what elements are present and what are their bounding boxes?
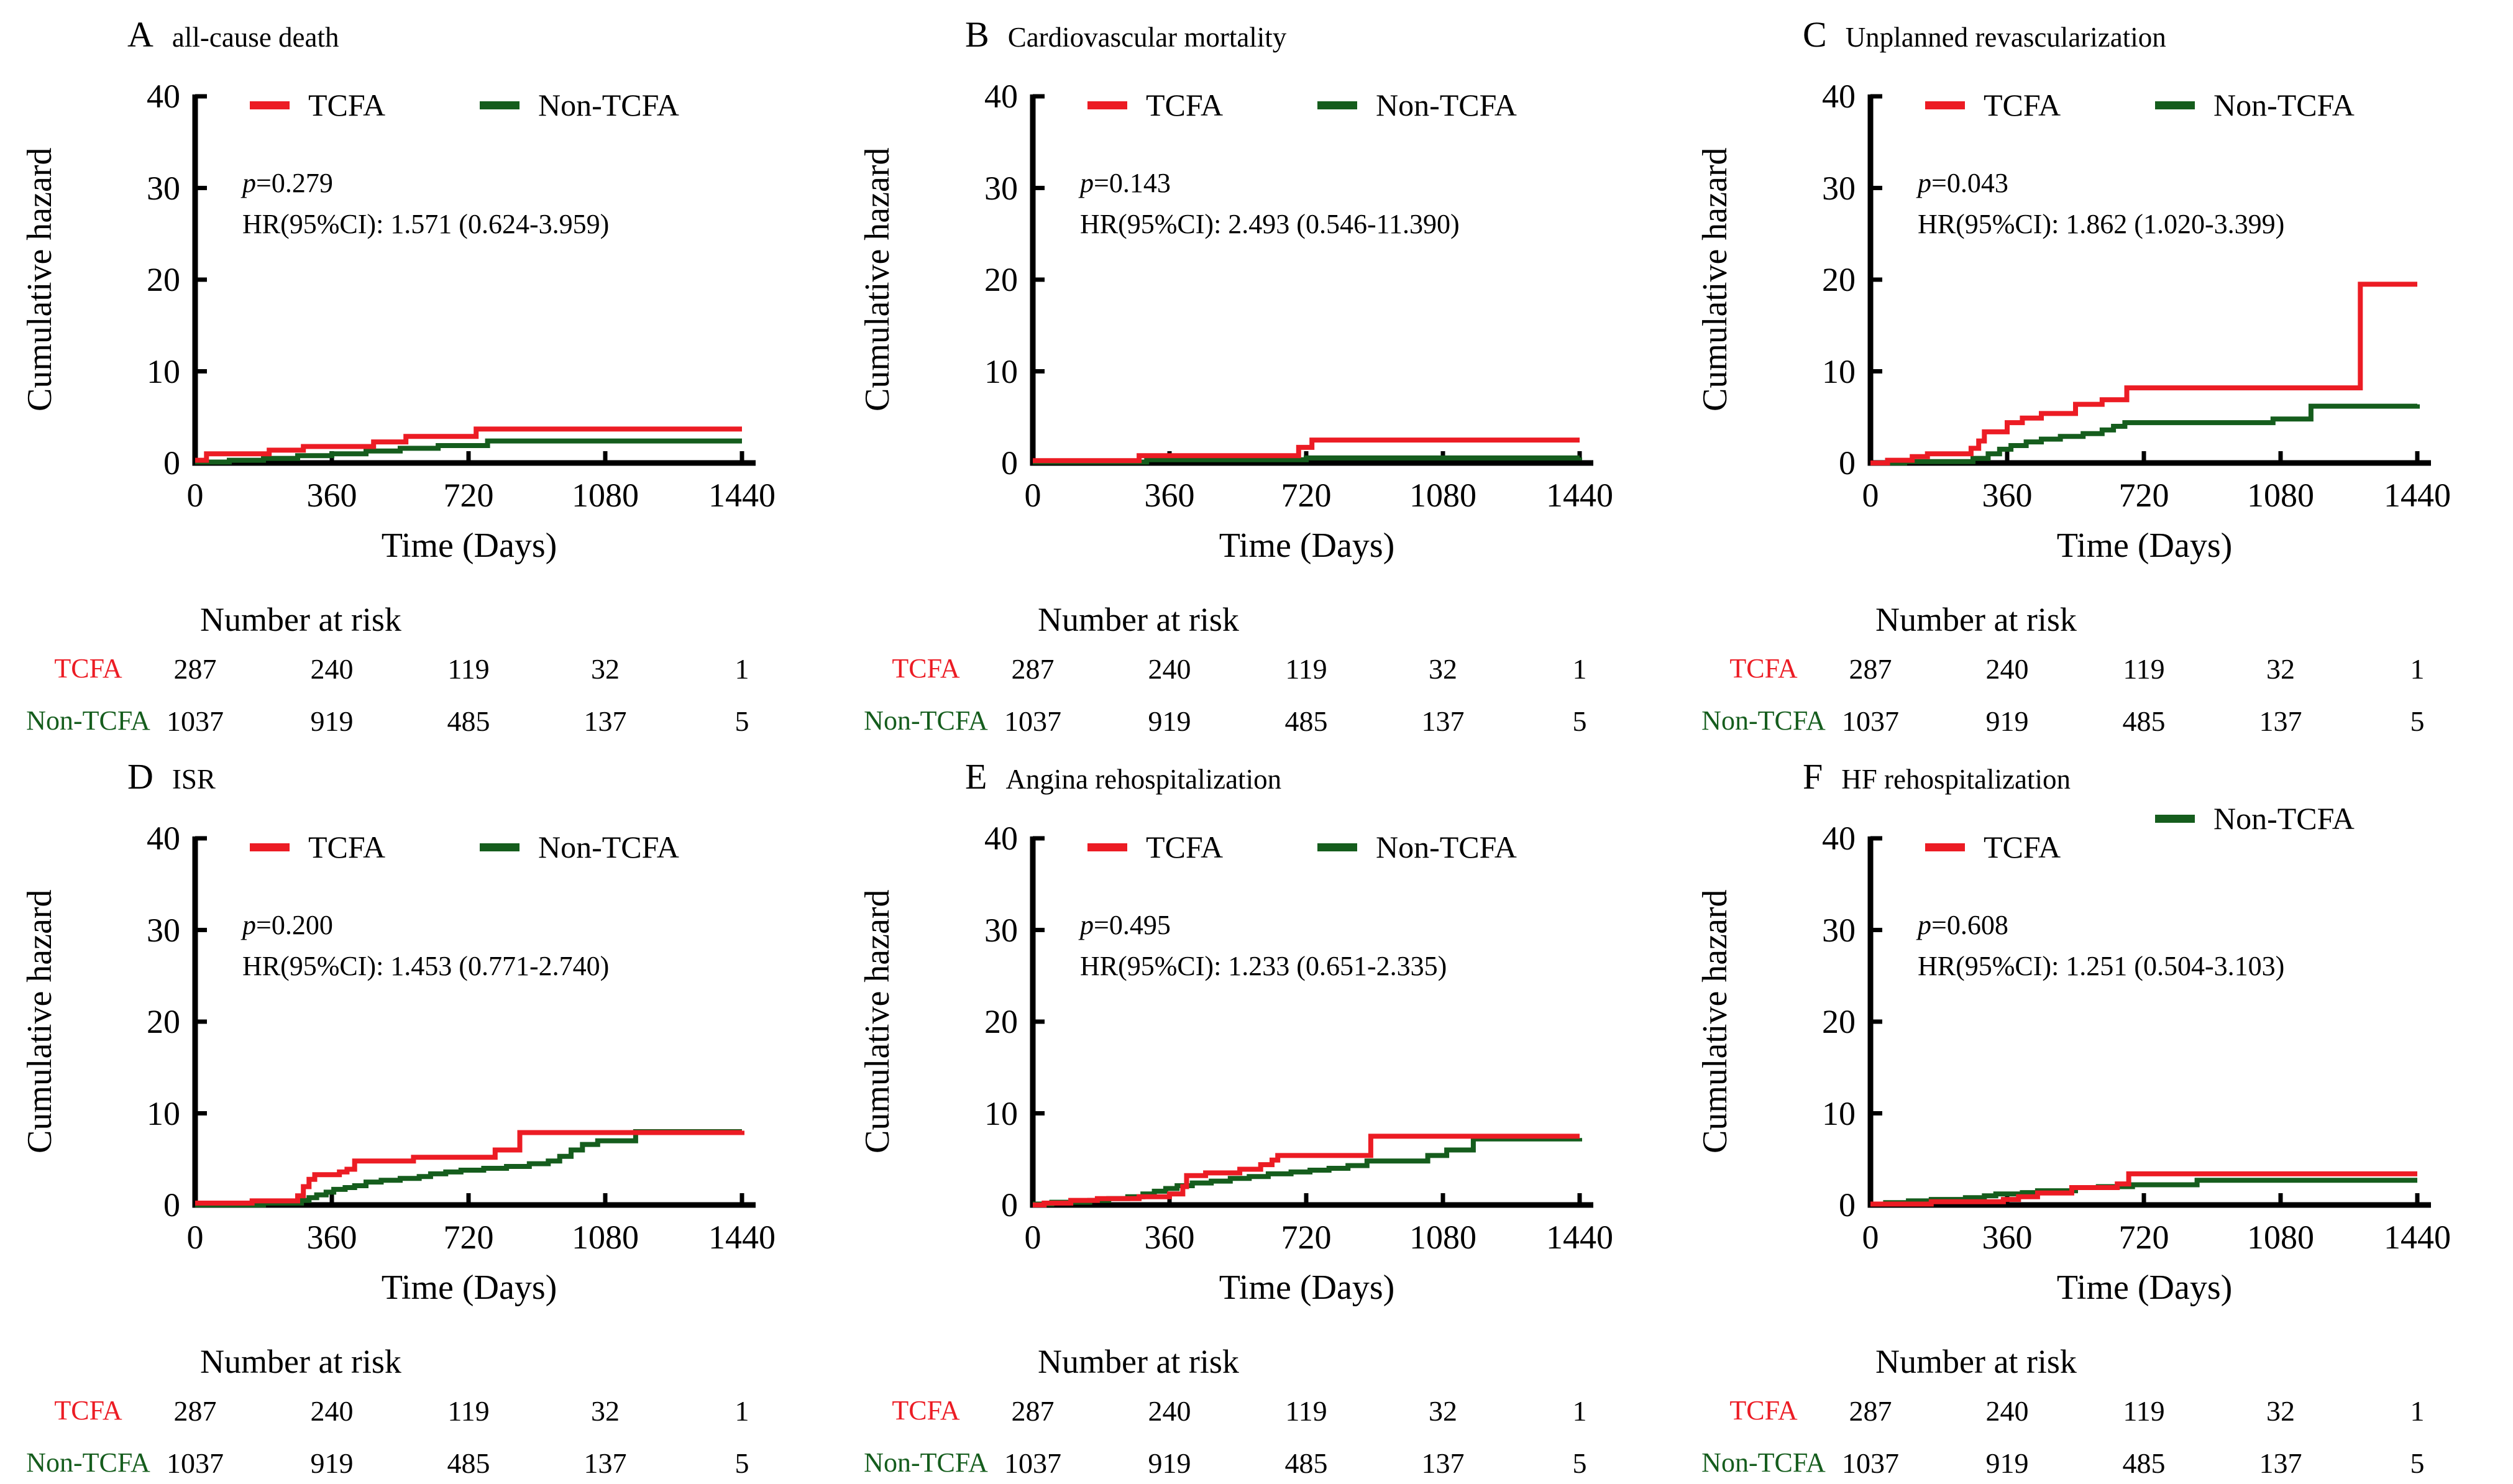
y-tick-label: 10	[1822, 352, 1856, 390]
tcfa-line-swatch-icon	[250, 101, 290, 109]
risk-table-heading: Number at risk	[1875, 1343, 2077, 1380]
p-value-text: =0.043	[1931, 168, 2008, 198]
legend-label-non-tcfa: Non-TCFA	[2213, 801, 2355, 836]
risk-row-label: Non-TCFA	[26, 705, 150, 736]
y-axis-label: Cumulative hazard	[858, 889, 897, 1154]
x-tick-label: 360	[1982, 1219, 2033, 1256]
y-tick-label: 10	[147, 1094, 180, 1132]
risk-row-tcfa	[0, 653, 838, 689]
y-tick-label: 40	[1822, 820, 1856, 857]
stats-annotation	[242, 163, 609, 245]
p-value-text: =0.279	[256, 168, 333, 198]
y-tick-label: 20	[147, 1003, 180, 1040]
legend-label-non-tcfa: Non-TCFA	[1376, 88, 1517, 122]
legend	[1030, 87, 1596, 124]
y-tick-label: 40	[984, 820, 1018, 857]
panel-heading	[1803, 756, 2071, 797]
stats-annotation	[1918, 163, 2284, 245]
hr-value: HR(95%CI): 1.453 (0.771-2.740)	[242, 951, 610, 981]
stats-annotation	[1080, 905, 1447, 987]
p-symbol: p	[1080, 168, 1094, 198]
risk-value: 1037	[1842, 705, 1899, 737]
curve-tcfa	[195, 1131, 742, 1204]
legend-item-tcfa	[1925, 829, 2061, 865]
y-tick-label: 20	[147, 261, 180, 298]
y-tick-label: 0	[1001, 444, 1018, 482]
y-tick-label: 0	[163, 1186, 180, 1224]
risk-row-non-tcfa	[0, 705, 838, 741]
legend-item-non-tcfa	[1317, 87, 1517, 123]
risk-row-label: TCFA	[1729, 653, 1798, 684]
hr-value: HR(95%CI): 1.571 (0.624-3.959)	[242, 209, 610, 239]
x-axis-label: Time (Days)	[2056, 1268, 2233, 1307]
risk-value: 919	[1985, 705, 2029, 737]
p-symbol: p	[242, 910, 256, 940]
risk-row-label: TCFA	[1729, 1395, 1798, 1426]
legend	[1030, 829, 1596, 866]
x-tick-label: 720	[2118, 1219, 2169, 1256]
risk-value: 119	[2123, 653, 2165, 685]
x-axis-label: Time (Days)	[381, 526, 557, 565]
risk-table-heading: Number at risk	[1038, 601, 1239, 638]
y-axis-label: Cumulative hazard	[1696, 889, 1734, 1154]
x-tick-label: 1080	[2247, 477, 2314, 514]
panel-e	[838, 742, 1675, 1484]
legend	[193, 87, 758, 124]
risk-value: 32	[591, 1395, 620, 1427]
risk-value: 240	[310, 653, 354, 685]
x-tick-label: 1440	[2384, 1219, 2451, 1256]
risk-value: 5	[1572, 1447, 1587, 1479]
non-tcfa-line-swatch-icon	[1317, 843, 1357, 851]
non-tcfa-line-swatch-icon	[2155, 101, 2195, 109]
panel-heading	[1803, 14, 2166, 55]
panel-heading	[965, 756, 1281, 797]
risk-row-label: Non-TCFA	[1701, 705, 1826, 736]
p-value	[1080, 163, 1460, 204]
risk-value: 1037	[1004, 1447, 1061, 1479]
risk-value: 119	[2123, 1395, 2165, 1427]
x-tick-label: 360	[306, 1219, 357, 1256]
risk-value: 137	[584, 705, 627, 737]
y-tick-label: 10	[147, 352, 180, 390]
x-axis-label: Time (Days)	[2056, 526, 2233, 565]
risk-row-non-tcfa	[0, 1447, 838, 1483]
y-tick-label: 10	[984, 1094, 1018, 1132]
p-value	[242, 905, 609, 946]
x-tick-label: 1080	[2247, 1219, 2314, 1256]
x-tick-label: 1080	[572, 477, 639, 514]
x-tick-label: 1440	[708, 1219, 776, 1256]
risk-value: 287	[1011, 1395, 1055, 1427]
risk-row-label: Non-TCFA	[26, 1447, 150, 1478]
panel-heading	[127, 756, 216, 797]
p-symbol: p	[1080, 910, 1094, 940]
x-tick-label: 720	[1281, 1219, 1332, 1256]
risk-value: 919	[310, 705, 354, 737]
y-tick-label: 30	[1822, 169, 1856, 207]
legend-label-tcfa: TCFA	[1984, 830, 2061, 864]
risk-value: 240	[1985, 1395, 2029, 1427]
panel-letter: F	[1803, 756, 1823, 797]
risk-value: 485	[2122, 1447, 2166, 1479]
risk-value: 919	[1148, 1447, 1191, 1479]
risk-row-tcfa	[1675, 1395, 2513, 1431]
y-axis-label: Cumulative hazard	[21, 889, 59, 1154]
axes	[1870, 836, 2431, 1205]
risk-value: 1	[1572, 653, 1587, 685]
plot-area	[1030, 88, 1596, 466]
x-tick-label: 0	[186, 477, 204, 514]
risk-value: 287	[173, 653, 217, 685]
legend-label-non-tcfa: Non-TCFA	[1376, 830, 1517, 864]
y-tick-label: 30	[1822, 911, 1856, 949]
panel-d	[0, 742, 838, 1484]
panel-title: Unplanned revascularization	[1845, 22, 2166, 53]
panel-letter: E	[965, 756, 987, 797]
p-value	[1918, 905, 2284, 946]
risk-row-tcfa	[0, 1395, 838, 1431]
hr-value: HR(95%CI): 1.251 (0.504-3.103)	[1918, 951, 2285, 981]
risk-row-tcfa	[1675, 653, 2513, 689]
panel-heading	[127, 14, 339, 55]
legend-label-tcfa: TCFA	[308, 88, 386, 122]
risk-value: 32	[1429, 1395, 1457, 1427]
y-tick-label: 40	[147, 78, 180, 115]
curve-tcfa	[1870, 284, 2417, 463]
risk-value: 119	[447, 653, 490, 685]
legend-item-tcfa	[1925, 87, 2061, 123]
legend-item-tcfa	[250, 87, 385, 123]
x-axis-label: Time (Days)	[1219, 526, 1395, 565]
non-tcfa-line-swatch-icon	[480, 101, 520, 109]
x-tick-label: 360	[306, 477, 357, 514]
panel-letter: D	[127, 756, 153, 797]
x-axis-label: Time (Days)	[1219, 1268, 1395, 1307]
risk-value: 119	[447, 1395, 490, 1427]
risk-value: 240	[310, 1395, 354, 1427]
p-symbol: p	[1918, 910, 1931, 940]
legend-label-tcfa: TCFA	[1146, 830, 1224, 864]
risk-value: 919	[1148, 705, 1191, 737]
risk-row-label: TCFA	[54, 1395, 122, 1426]
panel-b	[838, 0, 1675, 742]
risk-value: 137	[2259, 705, 2302, 737]
risk-value: 287	[1849, 1395, 1892, 1427]
panel-title: ISR	[172, 764, 216, 795]
y-tick-label: 10	[984, 352, 1018, 390]
risk-value: 1037	[1842, 1447, 1899, 1479]
panel-heading	[965, 14, 1286, 55]
p-value	[1080, 905, 1447, 946]
risk-value: 1	[735, 653, 749, 685]
risk-value: 287	[1849, 653, 1892, 685]
plot-svg	[193, 835, 758, 1208]
tcfa-line-swatch-icon	[1087, 101, 1127, 109]
y-axis-label: Cumulative hazard	[21, 147, 59, 412]
y-tick-label: 30	[984, 911, 1018, 949]
risk-row-label: TCFA	[892, 1395, 960, 1426]
legend-item-non-tcfa	[480, 829, 679, 865]
x-tick-label: 720	[2118, 477, 2169, 514]
risk-value: 485	[447, 705, 490, 737]
risk-row-label: Non-TCFA	[1701, 1447, 1826, 1478]
hr-value: HR(95%CI): 1.233 (0.651-2.335)	[1080, 951, 1447, 981]
p-symbol: p	[242, 168, 256, 198]
risk-value: 919	[1985, 1447, 2029, 1479]
p-value-text: =0.143	[1094, 168, 1171, 198]
x-tick-label: 0	[186, 1219, 204, 1256]
risk-row-tcfa	[838, 1395, 1675, 1431]
x-tick-label: 360	[1144, 477, 1195, 514]
y-axis-label: Cumulative hazard	[858, 147, 897, 412]
non-tcfa-line-swatch-icon	[480, 843, 520, 851]
legend	[193, 829, 758, 866]
x-tick-label: 720	[443, 1219, 494, 1256]
legend-item-tcfa	[1087, 87, 1223, 123]
legend	[1868, 87, 2433, 124]
plot-svg	[193, 93, 758, 466]
x-tick-label: 1440	[2384, 477, 2451, 514]
risk-value: 240	[1985, 653, 2029, 685]
risk-value: 5	[735, 705, 749, 737]
y-axis-label: Cumulative hazard	[1696, 147, 1734, 412]
x-tick-label: 360	[1982, 477, 2033, 514]
x-tick-label: 360	[1144, 1219, 1195, 1256]
panel-letter: B	[965, 14, 989, 55]
legend	[1868, 801, 2433, 866]
x-tick-label: 1440	[708, 477, 776, 514]
risk-value: 240	[1148, 653, 1191, 685]
risk-value: 32	[1429, 653, 1457, 685]
y-tick-label: 0	[163, 444, 180, 482]
risk-value: 137	[1421, 1447, 1465, 1479]
risk-value: 240	[1148, 1395, 1191, 1427]
risk-value: 1	[2410, 1395, 2425, 1427]
legend-item-non-tcfa	[480, 87, 679, 123]
legend-label-non-tcfa: Non-TCFA	[538, 830, 679, 864]
legend-item-non-tcfa	[2155, 87, 2355, 123]
y-tick-label: 30	[147, 911, 180, 949]
risk-value: 137	[2259, 1447, 2302, 1479]
stats-annotation	[1918, 905, 2284, 987]
hr-value: HR(95%CI): 2.493 (0.546-11.390)	[1080, 209, 1460, 239]
risk-row-non-tcfa	[838, 1447, 1675, 1483]
y-tick-label: 0	[1839, 444, 1856, 482]
axes	[1033, 94, 1593, 463]
p-value-text: =0.495	[1094, 910, 1171, 940]
x-tick-label: 720	[1281, 477, 1332, 514]
risk-value: 32	[2266, 653, 2295, 685]
risk-value: 1037	[167, 1447, 224, 1479]
y-tick-label: 20	[1822, 261, 1856, 298]
risk-value: 119	[1285, 653, 1327, 685]
risk-value: 5	[2410, 1447, 2425, 1479]
risk-value: 1037	[167, 705, 224, 737]
y-tick-label: 20	[984, 1003, 1018, 1040]
risk-value: 119	[1285, 1395, 1327, 1427]
x-tick-label: 720	[443, 477, 494, 514]
non-tcfa-line-swatch-icon	[2155, 815, 2195, 823]
y-tick-label: 30	[984, 169, 1018, 207]
plot-area	[193, 88, 758, 466]
panel-f	[1675, 742, 2513, 1484]
stats-annotation	[1080, 163, 1460, 245]
risk-row-tcfa	[838, 653, 1675, 689]
axes	[195, 94, 756, 463]
risk-value: 1	[2410, 653, 2425, 685]
panel-title: HF rehospitalization	[1841, 764, 2071, 795]
risk-value: 485	[1284, 1447, 1328, 1479]
risk-row-non-tcfa	[1675, 1447, 2513, 1483]
panel-title: Angina rehospitalization	[1005, 764, 1282, 795]
risk-row-label: TCFA	[892, 653, 960, 684]
legend-item-non-tcfa	[1317, 829, 1517, 865]
non-tcfa-line-swatch-icon	[1317, 101, 1357, 109]
panel-a	[0, 0, 838, 742]
risk-value: 1	[735, 1395, 749, 1427]
risk-value: 485	[2122, 705, 2166, 737]
plot-svg	[1030, 835, 1596, 1208]
plot-svg	[1030, 93, 1596, 466]
risk-value: 485	[1284, 705, 1328, 737]
legend-label-non-tcfa: Non-TCFA	[538, 88, 679, 122]
x-tick-label: 1080	[572, 1219, 639, 1256]
risk-row-non-tcfa	[1675, 705, 2513, 741]
x-tick-label: 1440	[1546, 477, 1613, 514]
hr-value: HR(95%CI): 1.862 (1.020-3.399)	[1918, 209, 2285, 239]
risk-row-non-tcfa	[838, 705, 1675, 741]
y-tick-label: 40	[984, 78, 1018, 115]
legend-label-non-tcfa: Non-TCFA	[2213, 88, 2355, 122]
p-value-text: =0.608	[1931, 910, 2008, 940]
x-tick-label: 0	[1862, 477, 1879, 514]
plot-svg	[1868, 93, 2433, 466]
x-tick-label: 0	[1024, 477, 1041, 514]
y-tick-label: 40	[1822, 78, 1856, 115]
panel-title: all-cause death	[172, 22, 339, 53]
x-tick-label: 1080	[1409, 1219, 1476, 1256]
panel-c	[1675, 0, 2513, 742]
risk-row-label: TCFA	[54, 653, 122, 684]
y-tick-label: 40	[147, 820, 180, 857]
risk-table-heading: Number at risk	[1038, 1343, 1239, 1380]
risk-row-label: Non-TCFA	[864, 705, 988, 736]
p-value-text: =0.200	[256, 910, 333, 940]
risk-value: 485	[447, 1447, 490, 1479]
x-axis-label: Time (Days)	[381, 1268, 557, 1307]
risk-value: 137	[1421, 705, 1465, 737]
y-tick-label: 0	[1001, 1186, 1018, 1224]
panel-letter: C	[1803, 14, 1827, 55]
risk-table-heading: Number at risk	[200, 1343, 401, 1380]
plot-area	[1868, 801, 2433, 1208]
plot-area	[1030, 830, 1596, 1208]
legend-label-tcfa: TCFA	[1146, 88, 1224, 122]
risk-value: 5	[2410, 705, 2425, 737]
risk-table-heading: Number at risk	[1875, 601, 2077, 638]
tcfa-line-swatch-icon	[1925, 101, 1965, 109]
legend-item-non-tcfa	[2155, 800, 2355, 836]
tcfa-line-swatch-icon	[1087, 843, 1127, 851]
plot-area	[193, 830, 758, 1208]
risk-value: 1	[1572, 1395, 1587, 1427]
legend-item-tcfa	[1087, 829, 1223, 865]
tcfa-line-swatch-icon	[1925, 843, 1965, 851]
risk-value: 32	[2266, 1395, 2295, 1427]
risk-value: 5	[735, 1447, 749, 1479]
risk-value: 32	[591, 653, 620, 685]
risk-value: 137	[584, 1447, 627, 1479]
p-value	[242, 163, 609, 204]
x-tick-label: 0	[1862, 1219, 1879, 1256]
y-tick-label: 0	[1839, 1186, 1856, 1224]
axes	[195, 836, 756, 1205]
risk-value: 5	[1572, 705, 1587, 737]
risk-table-heading: Number at risk	[200, 601, 401, 638]
risk-row-label: Non-TCFA	[864, 1447, 988, 1478]
legend-label-tcfa: TCFA	[308, 830, 386, 864]
axes	[1033, 836, 1593, 1205]
tcfa-line-swatch-icon	[250, 843, 290, 851]
risk-value: 287	[1011, 653, 1055, 685]
legend-item-tcfa	[250, 829, 385, 865]
stats-annotation	[242, 905, 609, 987]
p-value	[1918, 163, 2284, 204]
y-tick-label: 20	[984, 261, 1018, 298]
x-tick-label: 0	[1024, 1219, 1041, 1256]
y-tick-label: 30	[147, 169, 180, 207]
y-tick-label: 20	[1822, 1003, 1856, 1040]
risk-value: 1037	[1004, 705, 1061, 737]
legend-label-tcfa: TCFA	[1984, 88, 2061, 122]
p-symbol: p	[1918, 168, 1931, 198]
x-tick-label: 1440	[1546, 1219, 1613, 1256]
panel-title: Cardiovascular mortality	[1007, 22, 1287, 53]
plot-area	[1868, 88, 2433, 466]
plot-svg	[1868, 835, 2433, 1208]
risk-value: 287	[173, 1395, 217, 1427]
y-tick-label: 10	[1822, 1094, 1856, 1132]
risk-value: 919	[310, 1447, 354, 1479]
x-tick-label: 1080	[1409, 477, 1476, 514]
panel-letter: A	[127, 14, 153, 55]
